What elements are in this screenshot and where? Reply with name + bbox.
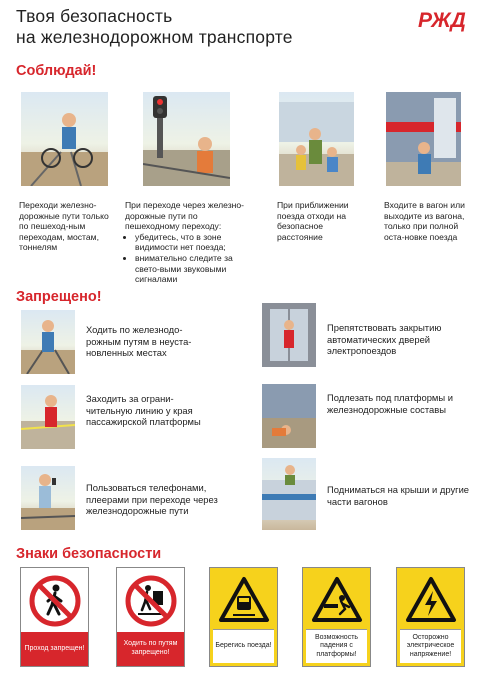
- sign-train-warning: [209, 567, 278, 667]
- signs-heading: Знаки безопасности: [16, 546, 162, 562]
- no-pedestrians-icon: [28, 574, 82, 628]
- sign-label-3: Берегись поезда!: [213, 629, 274, 663]
- observe-bullet-1: • убедитесь, что в зоне видимости нет поезда;: [135, 232, 250, 253]
- family-on-platform-illustration: [279, 92, 354, 186]
- forbidden-right-3: Подниматься на крыши и другие части вагонов: [327, 484, 470, 507]
- platform-edge-illustration: [21, 385, 75, 449]
- sign-label-1: Проход запрещен!: [21, 632, 88, 666]
- pedestrian-crossing-illustration: [21, 92, 108, 186]
- forbidden-right-1: Препятствовать закрытию автоматических дверей электропоездов: [327, 322, 442, 357]
- sign-label-4: Возможность падения с платформы!: [306, 629, 367, 663]
- no-walking-on-tracks-icon: [124, 574, 178, 628]
- page-title: [16, 6, 293, 48]
- high-voltage-icon: [404, 574, 458, 628]
- forbidden-left-1: Ходить по железнодо-рожным путям в неуста-новленных местах: [86, 324, 192, 359]
- traffic-light-illustration: [143, 92, 230, 186]
- title-line-1: Твоя безопасность: [16, 6, 173, 26]
- walking-on-tracks-illustration: [21, 310, 75, 374]
- sign-platform-fall: [302, 567, 371, 667]
- train-warning-icon: [217, 574, 271, 628]
- sign-high-voltage: [396, 567, 465, 667]
- forbidden-left-3: Пользоваться телефонами, плеерами при переходе через железнодорожные пути: [86, 482, 218, 517]
- sign-label-2: Ходить по путям запрещено!: [117, 632, 184, 666]
- title-line-2: на железнодорожном транспорте: [16, 27, 293, 47]
- phone-on-tracks-illustration: [21, 466, 75, 530]
- rzd-logo: [412, 4, 472, 34]
- platform-fall-warning-icon: [310, 574, 364, 628]
- forbidden-right-2: Подлезать под платформы и железнодорожные составы: [327, 392, 453, 415]
- blocking-doors-illustration: [262, 303, 316, 367]
- sign-no-pedestrians: [20, 567, 89, 667]
- sign-label-5: Осторожно электрическое напряжение!: [400, 629, 461, 663]
- observe-bullet-2: • внимательно следите за свето-выми звуковыми сигналами: [135, 253, 250, 285]
- observe-caption-1: Переходи железно-дорожные пути только по пешеход-ным переходам, мостам, тоннелям: [19, 200, 109, 253]
- observe-caption-3: При приближении поезда отходи на безопасное расстояние: [277, 200, 349, 242]
- observe-caption-4: Входите в вагон или выходите из вагона, только при полной оста-новке поезда: [384, 200, 465, 242]
- svg-text:РЖД: РЖД: [418, 9, 466, 32]
- forbidden-left-2: Заходить за ограни-чительную линию у края пассажирской платформы: [86, 393, 201, 428]
- observe-heading: Соблюдай!: [16, 63, 97, 79]
- observe-caption-2: При переходе через железно-дорожные пути по пешеходному переходу: • убедитесь, что в зоне видимости нет поезда; • внимательно следите за свето-выми звуковыми сигналами: [125, 200, 250, 285]
- train-boarding-illustration: [386, 92, 461, 186]
- climbing-roof-illustration: [262, 458, 316, 530]
- sign-no-walking-tracks: [116, 567, 185, 667]
- forbidden-heading: Запрещено!: [16, 289, 102, 305]
- crawling-under-train-illustration: [262, 384, 316, 448]
